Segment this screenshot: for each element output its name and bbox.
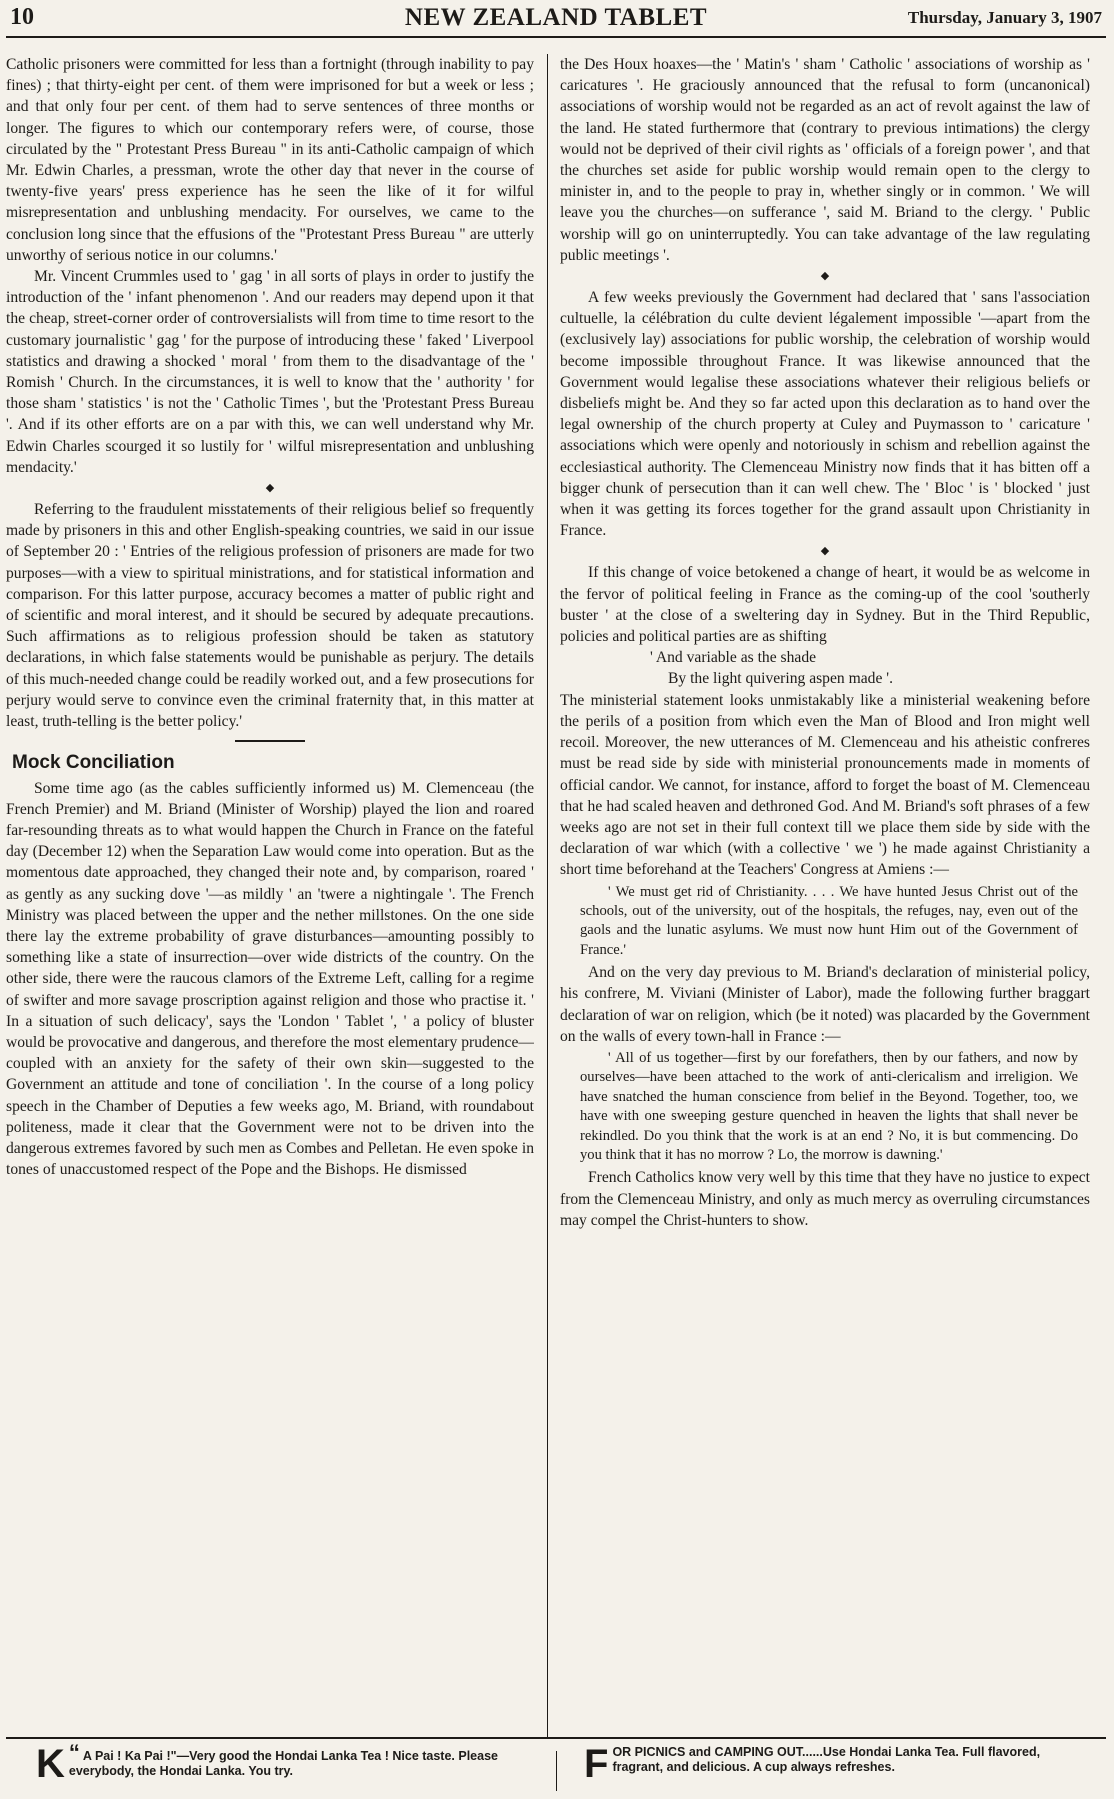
ad-quote-mark: “ bbox=[68, 1740, 80, 1765]
tea-advertisement-right bbox=[584, 1742, 1084, 1786]
ad-initial: F bbox=[584, 1742, 609, 1786]
article-paragraph: And on the very day previous to M. Briand's declaration of ministerial policy, his confrere, M. Viviani (Minister of Labor), made the following further braggart declaration of war on religion, which (be it noted) was placarded by the Government on the walls of every town-hall in France :— bbox=[560, 964, 1090, 1045]
page-number: 10 bbox=[10, 4, 34, 30]
issue-date: Thursday, January 3, 1907 bbox=[907, 8, 1102, 27]
column-rule bbox=[547, 54, 548, 1738]
verse-line: ' And variable as the shade bbox=[650, 649, 817, 667]
block-quote: ' We must get rid of Christianity. . . . We have hunted Jesus Christ out of the schools, out of the university, out of the hospitals, the refuges, nay, even out of the gaols and the lunatic asylums. We must now hunt Him out of the Government of France.' bbox=[580, 883, 1078, 958]
article-paragraph: The ministerial statement looks unmistakably like a ministerial weakening before the perils of a position from which even the Man of Blood and Iron might well recoil. Moreover, the new utterances of M. Clemenceau and his atheistic confreres must be read side by side with ministerial pronouncements made in moments of official candor. We cannot, for instance, afford to forget the boast of M. Clemenceau that he had scaled heaven and dethroned God. And M. Briand's soft phrases of a few weeks ago are not set in their full context till we place them side by side with the declaration of war which (with a collective ' we ') he made against Christianity a short time beforehand at the Teachers' Congress at Amiens :— bbox=[560, 691, 1090, 879]
section-divider-star: ◆ bbox=[820, 270, 830, 283]
article-paragraph: If this change of voice betokened a change of heart, it would be as welcome in the fervor of political feeling in France as the coming-up of the cool 'southerly buster ' at the close of a sweltering day in Sydney. But in the Third Republic, policies and political parties are as shifting bbox=[560, 564, 1090, 646]
ad-initial: K bbox=[36, 1742, 65, 1786]
left-column bbox=[6, 54, 534, 1722]
ad-text: OR PICNICS and CAMPING OUT......Use Hondai Lanka Tea. Full flavored, fragrant, and delicious. A cup always refreshes. bbox=[612, 1745, 1041, 1774]
article-paragraph: Referring to the fraudulent misstatements of their religious belief so frequently made by prisoners in this and other English-speaking countries, we said in our issue of September 20 : ' Entries of the religious profession of prisoners are made for two purposes—with a view to spiritual ministrations, and for statistical information and comparison. For this latter purpose, accuracy becomes a matter of public right and of scientific and moral interest, and it should be secured by adequate precautions. Such affirmations as to religious profession should be taken as statutory declarations, in which false statements would be punishable as perjury. The details of this much-needed change could be readily worked out, and a few prosecutions for perjury would serve to convince even the criminal fraternity that, in this matter at least, truth-telling is the better policy.' bbox=[6, 501, 534, 731]
masthead bbox=[6, 4, 1106, 38]
tea-advertisement-left bbox=[36, 1740, 536, 1786]
article-paragraph: Mr. Vincent Crummles used to ' gag ' in all sorts of plays in order to justify the introduction of the ' infant phenomenon '. And our readers may depend upon it that the cheap, street-corner order of controversialists will from time to time resort to the customary journalistic ' gag ' for the purpose of introducing these ' faked ' Liverpool statistics and drawing a shocked ' moral ' from them to the disadvantage of the ' Romish ' Church. In the circumstances, it is well to know that the ' authority ' for those sham ' statistics ' is not the ' Catholic Times ', but the 'Protestant Press Bureau '. And if its other efforts are on a par with this, we can well understand why Mr. Edwin Charles scourged it so lustily for ' wilful misrepresentation and unblushing mendacity.' bbox=[6, 268, 534, 476]
footer-ads bbox=[6, 1737, 1106, 1797]
article-paragraph: the Des Houx hoaxes—the ' Matin's ' sham ' Catholic ' associations of worship as ' caricatures '. He graciously announced that the refusal to form (uncanonical) associations of worship would not be regarded as an act of revolt against the law of the land. He stated furthermore that (contrary to previous intimations) the clergy would not be deprived of their civil rights as ' officials of a foreign power ', and that the churches set aside for public worship would remain open to the clergy to minister in, and to the people to pray in, whether singly or in common. ' We will leave you the churches—on sufferance ', said M. Briand to the clergy. ' Public worship will go on uninterruptedly. You can take advantage of the law regulating public meetings '. bbox=[560, 56, 1090, 264]
ad-text: A Pai ! Ka Pai !"—Very good the Hondai Lanka Tea ! Nice taste. Please everybody, the Hondai Lanka. You try. bbox=[68, 1749, 498, 1778]
section-heading: Mock Conciliation bbox=[12, 752, 175, 774]
article-paragraph: A few weeks previously the Government had declared that ' sans l'association cultuelle, la célébration du culte devient légalement impossible '—apart from the (exclusively lay) associations for public worship, the celebration of worship would become impossible throughout France. It was likewise announced that the Government would legalise these associations whatever their religious beliefs or disbeliefs might be. And they so far acted upon this declaration as to hand over the legal ownership of the church property at Culey and Puymasson to ' caricature ' associations which were openly and notoriously in schism and rebellion against the ecclesiastical authority. The Clemenceau Ministry now finds that it has bitten off a bigger chunk of persecution than it can well chew. The ' Bloc ' is ' blocked ' just when it was getting its forces together for the grand assault upon Christianity in France. bbox=[560, 289, 1090, 540]
section-divider-star: ◆ bbox=[820, 545, 830, 558]
article-paragraph: Catholic prisoners were committed for less than a fortnight (through inability to pay fines) ; that thirty-eight per cent. of them were imprisoned for but a week or less ; and that only four per cent. of them had to serve sentences of three months or longer. The figures to which our contemporary refers were, of course, those circulated by the " Protestant Press Bureau " in its anti-Catholic campaign of which Mr. Edwin Charles, a pressman, wrote the other day that never in the course of twenty-five years' press experience has he seen the like of it for wilful misrepresentation and unblushing mendacity. For ourselves, we came to the conclusion long since that the effusions of the "Protestant Press Bureau " are utterly unworthy of serious notice in our columns.' bbox=[6, 56, 534, 264]
right-column bbox=[560, 54, 1090, 1722]
section-divider-rule bbox=[235, 740, 305, 742]
verse-line: By the light quivering aspen made '. bbox=[668, 670, 893, 688]
newspaper-title: NEW ZEALAND TABLET bbox=[404, 4, 708, 31]
article-paragraph: Some time ago (as the cables sufficiently informed us) M. Clemenceau (the French Premier) and M. Briand (Minister of Worship) played the lion and roared far-resounding threats as to what would happen the Church in France on the fateful day (December 12) when the Separation Law would come into operation. But as the momentous date approached, they changed their note and, by comparison, roared ' as gently as any sucking dove '—as mildly ' an 'twere a nightingale '. The French Ministry was placed between the upper and the nether millstones. On the one side there lay the extreme probability of grave disturbances—amounting possibly to something like a state of insurrection—over wide districts of the country. On the other side, there were the raucous clamors of the Extreme Left, calling for a regime of swifter and more savage proscription against religion and those who practise it. ' In a situation of such delicacy', says the 'London ' Tablet ', ' a policy of bluster would be provocative and dangerous, and therefore the most elementary prudence—coupled with an anxiety for the safety of their own skin—suggested to the Government an attitude and tone of conciliation '. In the course of a long policy speech in the Chamber of Deputies a few weeks ago, M. Briand, with roundabout politeness, made it clear that the Government were not to be driven into the dangerous extremes favored by such men as Combes and Pelletan. He even spoke in tones of unaccustomed respect of the Pope and the Bishops. He dismissed bbox=[6, 779, 534, 1179]
block-quote: ' All of us together—first by our forefathers, then by our fathers, and now by ourselves—have been attached to the work of anti-clericalism and irreligion. We have snatched the human conscience from belief in the Beyond. Together, too, we have with one sweeping gesture quenched in heaven the lights that shall never be rekindled. Do you think that the work is at an end ? No, it is but commencing. Do you think that it has no morrow ? Lo, the morrow is dawning.' bbox=[580, 1049, 1078, 1163]
footer-separator bbox=[556, 1751, 557, 1791]
article-paragraph: French Catholics know very well by this time that they have no justice to expect from the Clemenceau Ministry, and only as much mercy as overruling circumstances may compel the Christ-hunters to show. bbox=[560, 1169, 1090, 1229]
section-divider-star: ◆ bbox=[265, 482, 275, 495]
